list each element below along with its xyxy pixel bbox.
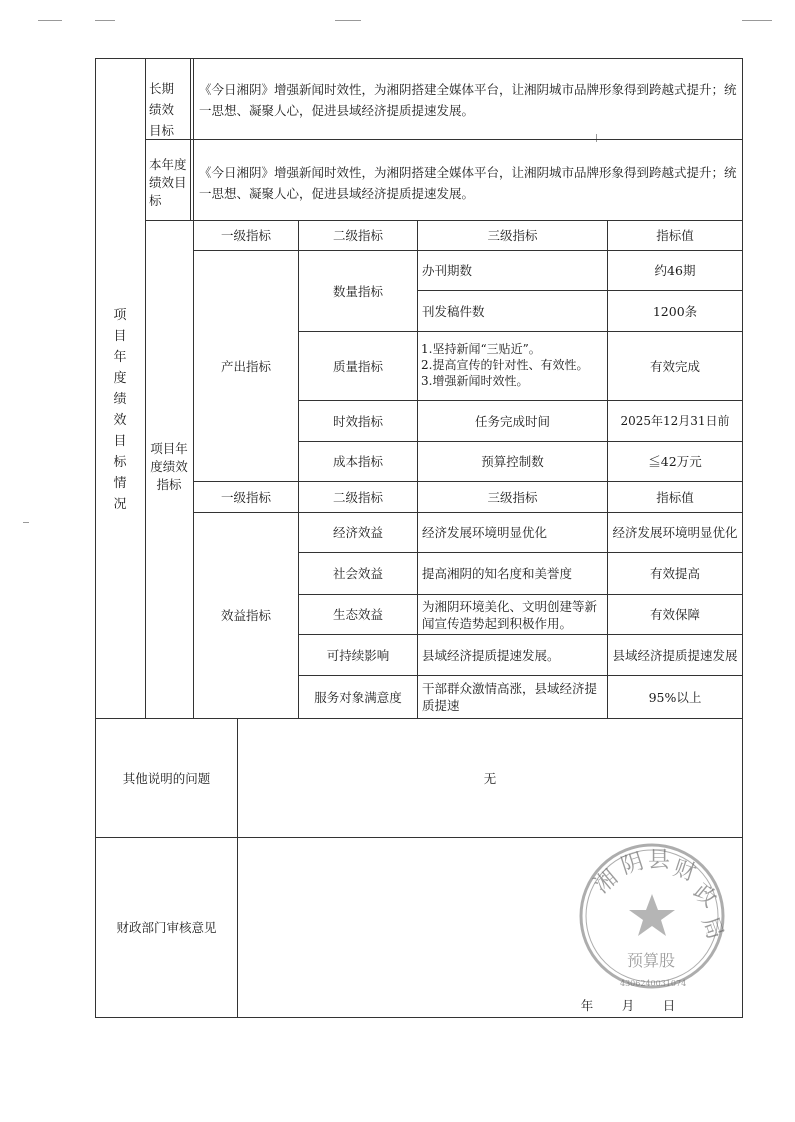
header-level3: 三级指标 xyxy=(487,228,538,243)
scan-speck xyxy=(596,134,597,142)
cost-value: ≦42万元 xyxy=(648,454,702,469)
cost-level3: 预算控制数 xyxy=(481,454,544,469)
long-term-label: 长期绩效目标 xyxy=(149,81,175,138)
svg-text:湘: 湘 xyxy=(589,865,623,899)
long-term-text: 《今日湘阴》增强新闻时效性，为湘阴搭建全媒体平台，让湘阴城市品牌形象得到跨越式提升；统一思想、凝聚人心，促进县域经济提质提速发展。 xyxy=(199,82,737,118)
benefit-row-level2: 社会效益 xyxy=(332,566,383,581)
quality-line: 1.坚持新闻“三贴近”。 xyxy=(421,342,541,356)
benefit-row-level3: 干部群众激情高涨，县域经济提质提速 xyxy=(422,681,598,713)
quality-line: 2.提高宣传的针对性、有效性。 xyxy=(421,358,589,372)
quality-label: 质量指标 xyxy=(332,358,383,374)
svg-text:4306240031074: 4306240031074 xyxy=(620,979,687,988)
quantity-row-value: 1200条 xyxy=(652,303,698,319)
date-month: 月 xyxy=(621,997,635,1013)
timeliness-level3: 任务完成时间 xyxy=(474,413,550,429)
date-year: 年 xyxy=(580,997,594,1013)
header-value-repeat: 指标值 xyxy=(656,489,694,505)
quantity-label: 数量指标 xyxy=(332,283,383,299)
timeliness-label: 时效指标 xyxy=(332,413,383,429)
cost-label: 成本指标 xyxy=(332,454,383,469)
benefit-row-level3: 为湘阴环境美化、文明创建等新闻宣传造势起到积极作用。 xyxy=(422,598,598,631)
svg-text:阴: 阴 xyxy=(618,849,647,880)
other-label: 其他说明的问题 xyxy=(122,770,211,786)
benefit-row-level3: 县域经济提质提速发展。 xyxy=(422,647,560,663)
header-level1-repeat: 一级指标 xyxy=(220,489,271,505)
benefit-level1: 效益指标 xyxy=(220,608,271,623)
scan-speck xyxy=(335,20,361,21)
svg-text:县: 县 xyxy=(648,848,671,873)
quality-value: 有效完成 xyxy=(649,358,700,374)
benefit-row-level2: 可持续影响 xyxy=(326,647,390,663)
section-label: 项目年度绩效目标情况 xyxy=(113,308,127,512)
benefit-row-value: 有效提高 xyxy=(649,566,700,581)
scan-speck xyxy=(95,20,115,21)
finance-label: 财政部门审核意见 xyxy=(116,920,217,935)
annual-text: 《今日湘阴》增强新闻时效性，为湘阴搭建全媒体平台，让湘阴城市品牌形象得到跨越式提升；统一思想、凝聚人心，促进县域经济提质提速发展。 xyxy=(199,165,737,201)
benefit-row-level3: 经济发展环境明显优化 xyxy=(422,525,548,540)
header-level3-repeat: 三级指标 xyxy=(487,489,538,505)
annual-label: 本年度绩效目标 xyxy=(149,157,187,208)
benefit-row-level2: 生态效益 xyxy=(332,607,383,622)
quantity-row-level3: 办刊期数 xyxy=(422,263,473,278)
indicator-label: 项目年度绩效指标 xyxy=(150,441,188,492)
header-value: 指标值 xyxy=(656,228,694,243)
benefit-row-level2: 服务对象满意度 xyxy=(314,689,402,705)
svg-text:局: 局 xyxy=(696,913,728,943)
header-level2-repeat: 二级指标 xyxy=(332,489,383,505)
quantity-row-value: 约46期 xyxy=(654,263,696,278)
output-level1: 产出指标 xyxy=(220,358,271,374)
benefit-row-value: 县域经济提质提速发展 xyxy=(612,647,738,663)
header-level2: 二级指标 xyxy=(332,228,383,243)
svg-text:财: 财 xyxy=(670,855,699,887)
other-value: 无 xyxy=(483,770,497,786)
benefit-row-value: 95%以上 xyxy=(648,689,702,705)
scan-speck xyxy=(23,522,29,523)
official-seal-stamp xyxy=(572,836,732,996)
quality-line: 3.增强新闻时效性。 xyxy=(421,374,529,388)
benefit-row-level3: 提高湘阴的知名度和美誉度 xyxy=(422,566,573,581)
quality-list xyxy=(421,341,607,389)
scan-speck xyxy=(742,20,772,21)
benefit-row-value: 有效保障 xyxy=(649,607,700,622)
svg-text:预算股: 预算股 xyxy=(627,951,676,970)
benefit-row-level2: 经济效益 xyxy=(332,525,383,540)
quantity-row-level3: 刊发稿件数 xyxy=(422,303,485,319)
benefit-row-value: 经济发展环境明显优化 xyxy=(612,525,738,540)
scan-speck xyxy=(38,20,62,21)
header-level1: 一级指标 xyxy=(220,228,271,243)
timeliness-value: 2025年12月31日前 xyxy=(620,413,730,428)
svg-text:政: 政 xyxy=(688,879,722,913)
date-day: 日 xyxy=(662,997,676,1013)
